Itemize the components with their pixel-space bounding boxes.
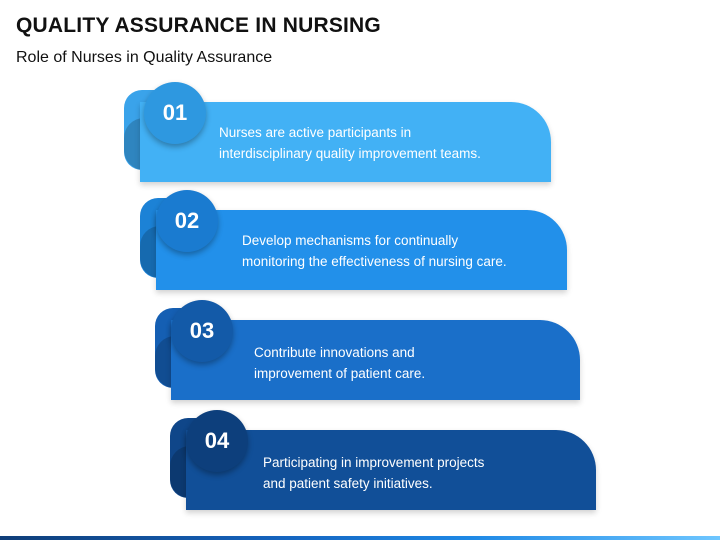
step-item-4 xyxy=(170,408,600,512)
step-number-badge: 01 xyxy=(144,82,206,144)
step-number-badge: 04 xyxy=(186,410,248,472)
step-item-2 xyxy=(140,188,570,292)
step-number-badge: 02 xyxy=(156,190,218,252)
step-text xyxy=(242,230,507,272)
step-number-badge: 03 xyxy=(171,300,233,362)
step-text-line: interdisciplinary quality improvement teams. xyxy=(219,146,481,161)
step-text xyxy=(219,122,481,164)
page-title: QUALITY ASSURANCE IN NURSING xyxy=(16,14,381,37)
page-subtitle: Role of Nurses in Quality Assurance xyxy=(16,49,273,66)
step-text xyxy=(254,342,425,384)
step-text-line: Participating in improvement projects xyxy=(263,455,485,470)
step-text-line: Nurses are active participants in xyxy=(219,125,412,140)
footer-accent-bar xyxy=(0,536,720,540)
step-text-line: monitoring the effectiveness of nursing care. xyxy=(242,254,507,269)
step-text xyxy=(263,452,484,494)
step-text-line: and patient safety initiatives. xyxy=(263,476,433,491)
step-item-1 xyxy=(124,80,554,184)
step-item-3 xyxy=(155,298,585,402)
step-text-line: Contribute innovations and xyxy=(254,345,415,360)
step-text-line: improvement of patient care. xyxy=(254,366,426,381)
step-text-line: Develop mechanisms for continually xyxy=(242,233,459,248)
